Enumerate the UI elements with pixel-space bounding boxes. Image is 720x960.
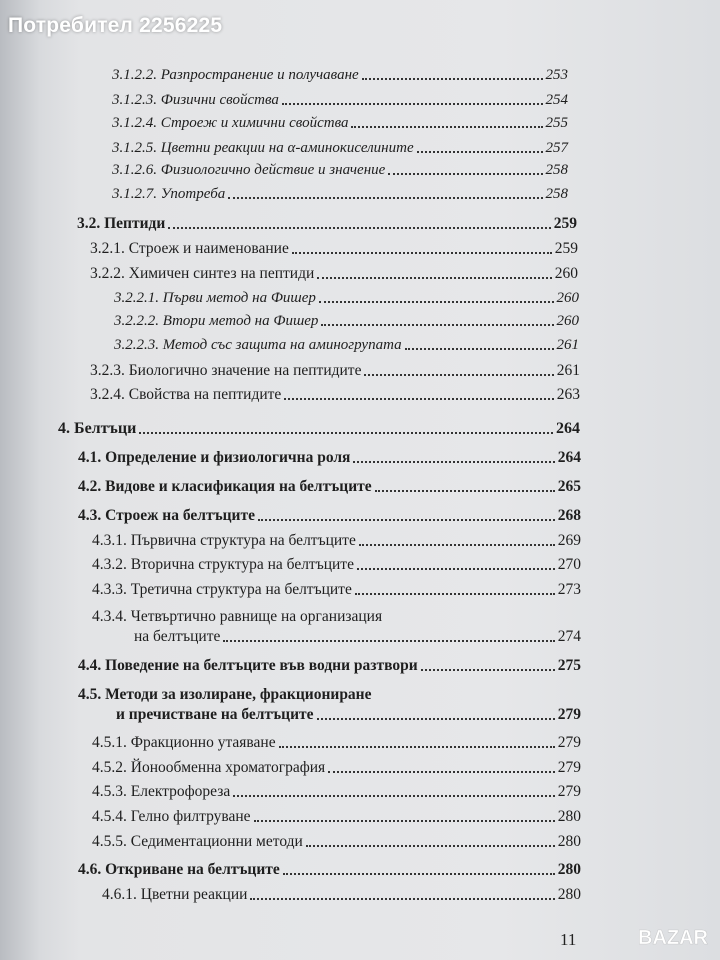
toc-title: Строеж и химични свойства [160, 115, 349, 131]
toc-page: 253 [545, 67, 568, 83]
toc-entry [92, 556, 581, 574]
toc-number: 3.2.1. [90, 240, 125, 257]
toc-title: Цветни реакции [140, 886, 248, 903]
toc-page: 259 [554, 240, 578, 257]
toc-page: 263 [556, 386, 580, 403]
toc-number: 4.6.1. [102, 886, 137, 903]
toc-entry [77, 215, 577, 233]
toc-title: Видове и класификация на белтъците [105, 478, 372, 495]
toc-entry [78, 507, 581, 525]
toc-title: Употреба [160, 186, 226, 202]
toc-number: 4.5.5. [92, 833, 127, 850]
toc-entry [112, 92, 568, 109]
toc-entry [112, 186, 568, 203]
toc-entry [114, 290, 579, 307]
toc-number: 4. [58, 420, 70, 437]
toc-title: Цветни реакции на α-аминокиселините [160, 140, 414, 156]
svg-text:BAZAR: BAZAR [638, 927, 708, 949]
toc-page: 260 [556, 290, 579, 306]
toc-title: Физични свойства [160, 92, 279, 108]
toc-number: 3.1.2.6. [112, 162, 157, 178]
toc-title: Физиологично действие и значение [160, 162, 386, 178]
toc-entry [78, 478, 581, 496]
toc-number: 3.1.2.7. [112, 186, 157, 202]
toc-number: 4.5.2. [92, 759, 127, 776]
toc-number: 3.2.2. [90, 265, 125, 282]
toc-entry [92, 581, 581, 599]
toc-title: Седиментационни методи [130, 833, 303, 850]
toc-number: 3.2.4. [90, 386, 125, 403]
toc-number: 4.1. [78, 449, 102, 466]
toc-title: Втори метод на Фишер [162, 313, 319, 329]
toc-page: 279 [557, 706, 581, 723]
toc-page: 259 [553, 215, 577, 232]
toc-number: 3.2. [77, 215, 101, 232]
toc-number: 4.5.3. [92, 783, 127, 800]
toc-title: Откриване на белтъците [105, 861, 280, 878]
toc-entry [114, 337, 579, 354]
toc-title: Електрофореза [130, 783, 231, 800]
toc-entry [92, 759, 581, 777]
toc-page: 280 [557, 808, 581, 825]
toc-title: Строеж на белтъците [105, 507, 255, 524]
toc-title: Поведение на белтъците във водни разтвори [105, 657, 418, 674]
toc-entry [90, 386, 580, 404]
toc-title: Четвъртично равнище на организация [130, 608, 383, 625]
toc-number: 3.2.2.1. [114, 290, 159, 306]
toc-entry [134, 628, 581, 646]
toc-page: 280 [557, 861, 581, 878]
toc-number: 4.3.3. [92, 581, 127, 598]
toc-entry [112, 67, 568, 84]
toc-entry [92, 783, 581, 801]
toc-entry [90, 362, 580, 380]
toc-number: 4.3.4. [92, 608, 127, 625]
toc-title: Химичен синтез на пептиди [128, 265, 315, 282]
toc-entry [112, 162, 568, 179]
toc-entry [58, 420, 580, 438]
toc-page: 268 [557, 507, 581, 524]
toc-page: 270 [557, 556, 581, 573]
toc-number: 3.2.2.3. [114, 337, 159, 353]
toc-title: Определение и физиологична роля [105, 449, 351, 466]
toc-number: 3.1.2.2. [112, 67, 157, 83]
toc-title: Вторична структура на белтъците [130, 556, 354, 573]
toc-number: 3.1.2.4. [112, 115, 157, 131]
toc-title: Първична структура на белтъците [130, 532, 356, 549]
toc-entry [92, 734, 581, 752]
toc-number: 4.5.1. [92, 734, 127, 751]
toc-number: 4.5.4. [92, 808, 127, 825]
toc-entry-first-line [92, 608, 382, 626]
toc-entry [90, 240, 578, 258]
toc-page: 280 [557, 833, 581, 850]
toc-page: 258 [545, 186, 568, 202]
toc-title-continuation: и пречистване на белтъците [116, 706, 314, 723]
toc-title: Белтъци [74, 420, 137, 437]
toc-page: 273 [557, 581, 581, 598]
toc-page: 264 [556, 420, 580, 437]
toc-page: 269 [557, 532, 581, 549]
toc-page: 257 [545, 140, 568, 156]
toc-number: 3.2.2.2. [114, 313, 159, 329]
toc-title: Разпространение и получаване [160, 67, 359, 83]
toc-page: 255 [545, 115, 568, 131]
toc-page: 275 [557, 657, 581, 674]
toc-entry [116, 706, 581, 724]
toc-title: Метод със защита на аминогрупата [162, 337, 402, 353]
page-number: 11 [560, 930, 577, 949]
toc-page: 265 [557, 478, 581, 495]
toc-entry [90, 265, 578, 283]
toc-entry [114, 313, 579, 330]
toc-page: 258 [545, 162, 568, 178]
toc-title: Фракционно утаяване [130, 734, 276, 751]
toc-entry [102, 886, 581, 904]
toc-title: Йонообменна хроматография [130, 759, 326, 776]
toc-number: 4.3.2. [92, 556, 127, 573]
toc-title: Гелно филтруване [130, 808, 251, 825]
toc-number: 4.4. [78, 657, 102, 674]
toc-page: 279 [557, 783, 581, 800]
toc-title: Третична структура на белтъците [130, 581, 352, 598]
toc-page: 260 [554, 265, 578, 282]
toc-title: Първи метод на Фишер [162, 290, 316, 306]
toc-number: 3.2.3. [90, 362, 125, 379]
toc-page: 274 [557, 628, 581, 645]
toc-page: 279 [557, 734, 581, 751]
watermark-username: Потребител 2256225 [8, 14, 223, 37]
toc-page: 260 [556, 313, 579, 329]
toc-number: 4.2. [78, 478, 102, 495]
toc-entry [92, 808, 581, 826]
toc-entry [78, 449, 581, 467]
toc-number: 4.3. [78, 507, 102, 524]
toc-entry [112, 140, 568, 157]
toc-title: Свойства на пептидите [128, 386, 282, 403]
toc-entry [92, 532, 581, 550]
toc-page: 261 [556, 337, 579, 353]
toc-title-continuation: на белтъците [134, 628, 221, 645]
toc-page: 279 [557, 759, 581, 776]
toc-page: 261 [556, 362, 580, 379]
toc-number: 4.5. [78, 686, 102, 703]
toc-number: 4.3.1. [92, 532, 127, 549]
toc-entry [78, 861, 581, 879]
bazar-logo [636, 918, 712, 954]
toc-number: 3.1.2.5. [112, 140, 157, 156]
toc-entry [112, 115, 568, 132]
toc-page: 264 [557, 449, 581, 466]
toc-page: 280 [557, 886, 581, 903]
toc-entry [92, 833, 581, 851]
toc-number: 3.1.2.3. [112, 92, 157, 108]
toc-entry-first-line [78, 686, 372, 704]
toc-number: 4.6. [78, 861, 102, 878]
toc-page: 254 [545, 92, 568, 108]
toc-title: Биологично значение на пептидите [128, 362, 362, 379]
toc-title: Методи за изолиране, фракциониране [105, 686, 372, 703]
toc-title: Пептиди [104, 215, 166, 232]
toc-title: Строеж и наименование [128, 240, 289, 257]
toc-entry [78, 657, 581, 675]
